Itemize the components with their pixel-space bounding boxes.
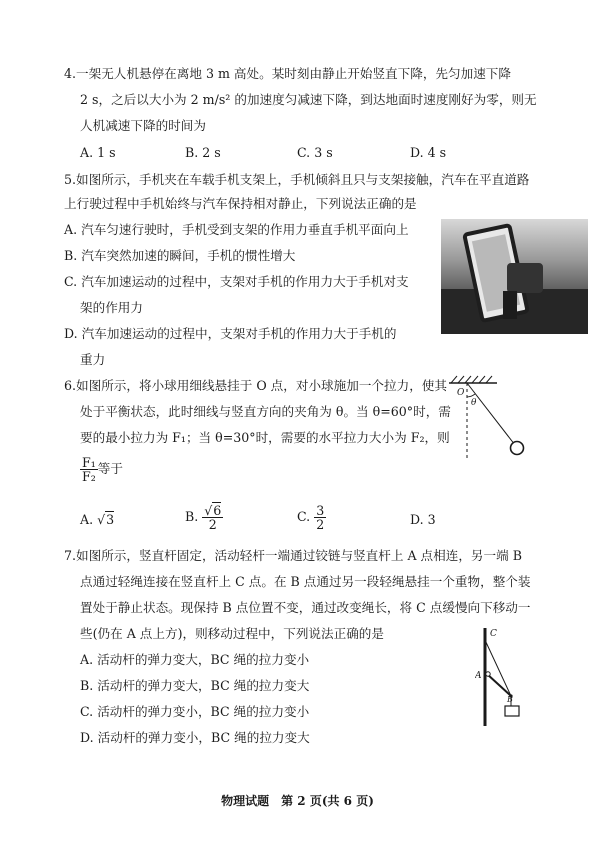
q6-option-b: B. $\frac{√6}{2}$ bbox=[185, 503, 222, 532]
q5-option-d-line-1: D. 汽车加速运动的过程中，支架对手机的作用力大于手机的 bbox=[64, 326, 397, 341]
rod-rope-diagram bbox=[475, 622, 535, 732]
q4-option-c: C. 3 s bbox=[297, 145, 333, 160]
q7-option-b: B. 活动杆的弹力变大，BC 绳的拉力变大 bbox=[80, 678, 310, 693]
q4-option-a: A. 1 s bbox=[80, 145, 116, 160]
q6-line-1: 6.如图所示，将小球用细线悬挂于 O 点，对小球施加一个拉力，使其 bbox=[64, 378, 447, 393]
q7-option-d: D. 活动杆的弹力变小，BC 绳的拉力变大 bbox=[80, 730, 310, 745]
label-c: C bbox=[490, 629, 497, 639]
q6-line-4: $\frac{\text{F₁}}{\text{F₂}}$ 等于 bbox=[82, 455, 123, 484]
q4-line-3: 人机减速下降的时间为 bbox=[80, 118, 206, 133]
q4-option-d: D. 4 s bbox=[410, 145, 447, 160]
page-footer: 物理试题 第 2 页(共 6 页) bbox=[221, 794, 374, 808]
q5-line-1: 5.如图所示，手机夹在车载手机支架上，手机倾斜且只与支架接触，汽车在平直道路 bbox=[64, 172, 530, 187]
q5-option-c-line-2: 架的作用力 bbox=[80, 300, 143, 315]
q7-line-3: 置处于静止状态。现保持 B 点位置不变，通过改变绳长，将 C 点缓慢向下移动一 bbox=[80, 600, 531, 615]
holder-mount-shape bbox=[503, 291, 517, 319]
q7-option-c: C. 活动杆的弹力变小，BC 绳的拉力变小 bbox=[80, 704, 310, 719]
q4-line-1: 4.一架无人机悬停在离地 3 m 高处。某时刻由静止开始竖直下降，先匀加速下降 bbox=[64, 66, 511, 81]
q4-line-2: 2 s，之后以大小为 2 m/s² 的加速度匀减速下降，到达地面时速度刚好为零，则无 bbox=[80, 92, 537, 107]
q5-option-a: A. 汽车匀速行驶时，手机受到支架的作用力垂直手机平面向上 bbox=[64, 222, 409, 237]
q5-option-b: B. 汽车突然加速的瞬间，手机的惯性增大 bbox=[64, 248, 296, 263]
q6-option-d: D. 3 bbox=[410, 512, 436, 527]
q7-option-a: A. 活动杆的弹力变大，BC 绳的拉力变小 bbox=[80, 652, 310, 667]
q6-line-3: 要的最小拉力为 F₁；当 θ=30°时，需要的水平拉力大小为 F₂，则 bbox=[80, 430, 450, 445]
holder-clamp-shape bbox=[507, 263, 543, 293]
q6-option-c: C. $\frac{3}{2}$ bbox=[297, 503, 325, 532]
label-b: B bbox=[507, 695, 513, 704]
label-a: A bbox=[475, 671, 482, 681]
q6-line-2: 处于平衡状态，此时细线与竖直方向的夹角为 θ。当 θ=60°时，需 bbox=[80, 404, 451, 419]
label-theta: θ bbox=[471, 398, 477, 408]
phone-holder-photo bbox=[441, 219, 588, 334]
q7-line-1: 7.如图所示，竖直杆固定，活动轻杆一端通过铰链与竖直杆上 A 点相连，另一端 B bbox=[64, 548, 522, 563]
q5-option-c-line-1: C. 汽车加速运动的过程中，支架对手机的作用力大于手机对支 bbox=[64, 274, 409, 289]
q7-line-2: 点通过轻绳连接在竖直杆上 C 点。在 B 点通过另一段轻绳悬挂一个重物，整个装 bbox=[80, 574, 531, 589]
q7-line-4: 些(仍在 A 点上方)，则移动过程中，下列说法正确的是 bbox=[80, 626, 384, 641]
q6-fraction: $\frac{\text{F₁}}{\text{F₂}}$ bbox=[82, 455, 96, 484]
q5-option-d-line-2: 重力 bbox=[80, 352, 106, 367]
q4-option-b: B. 2 s bbox=[185, 145, 221, 160]
q5-line-2: 上行驶过程中手机始终与汽车保持相对静止，下列说法正确的是 bbox=[64, 196, 417, 211]
q6-option-a: A. √3 bbox=[80, 512, 115, 527]
label-o: O bbox=[457, 388, 465, 398]
pendulum-diagram bbox=[445, 373, 535, 463]
